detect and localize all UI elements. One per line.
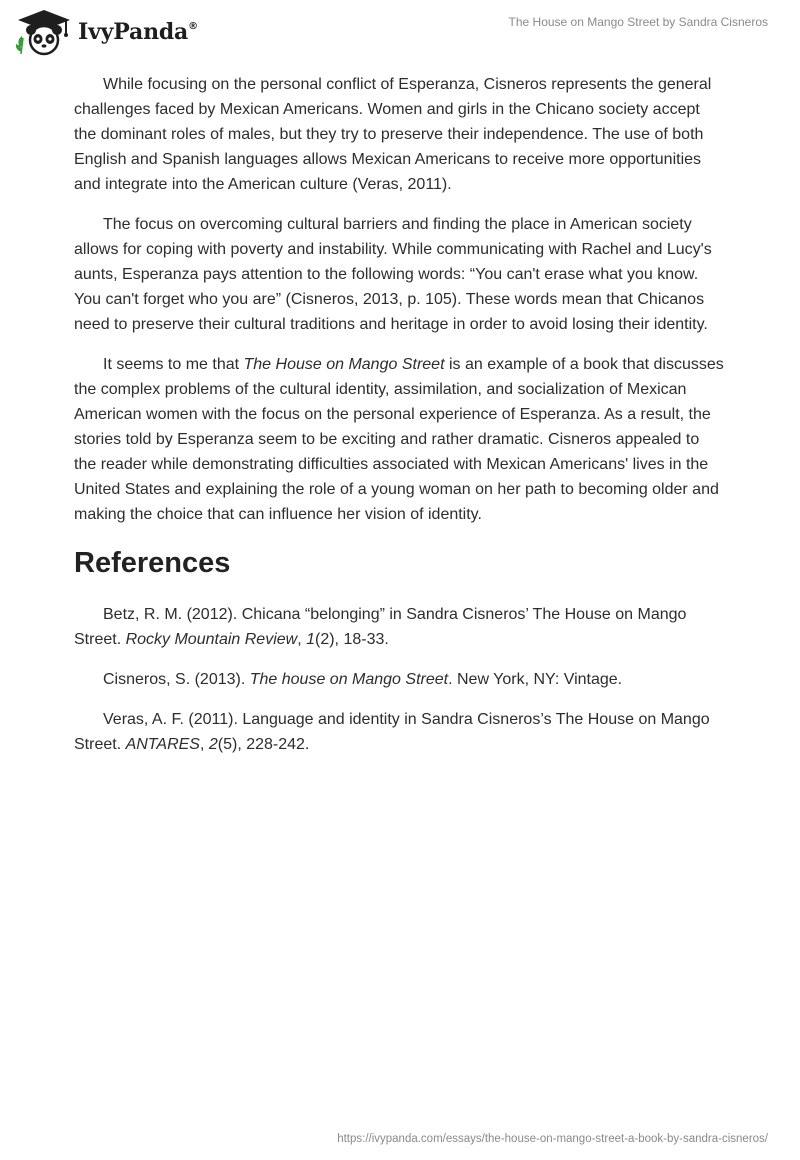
references-heading: References: [74, 547, 231, 579]
volume-number: 2: [208, 736, 218, 753]
volume-number: 1: [306, 631, 315, 648]
body-paragraph: It seems to me that The House on Mango Street is an example of a book that discusses the complex problems of the cultural identity, assimilation, and socialization of Mexican American women with the focus on the personal experience of Esperanza. As a result, the stories told by Esperanza seem to be exciting and rather dramatic. Cisneros appealed to the reader while demonstrating difficulties associated with Mexican Americans' lives in the United States and explaining the role of a young woman on her path to becoming older and making the choice that can influence her vision of identity.: [74, 356, 724, 523]
journal-title: ANTARES: [125, 736, 200, 753]
brand-name: IvyPanda®: [78, 19, 198, 45]
source-url-link[interactable]: https://ivypanda.com/essays/the-house-on-mango-street-a-book-by-sandra-cisneros/: [337, 1133, 768, 1145]
page-header: [0, 0, 800, 70]
reference-entry: Cisneros, S. (2013). The house on Mango Street. New York, NY: Vintage.: [103, 671, 623, 688]
registered-mark: ®: [188, 20, 198, 32]
running-title: The House on Mango Street by Sandra Cisneros: [508, 15, 768, 29]
reference-entry: Veras, A. F. (2011). Language and identity in Sandra Cisneros’s The House on Mango Street. ANTARES, 2(5), 228-242.: [74, 711, 710, 753]
book-title: The house on Mango Street: [249, 671, 449, 688]
journal-title: Rocky Mountain Review: [125, 631, 298, 648]
book-title: The House on Mango Street: [243, 356, 445, 373]
panda-graduation-cap-icon: [14, 8, 76, 56]
essay-content: [74, 72, 724, 772]
reference-entry: Betz, R. M. (2012). Chicana “belonging” in Sandra Cisneros’ The House on Mango Street. Rocky Mountain Review, 1(2), 18-33.: [74, 606, 687, 648]
body-paragraph: The focus on overcoming cultural barriers and finding the place in American society allows for coping with poverty and instability. While communicating with Rachel and Lucy's aunts, Esperanza pays attention to the following words: “You can't erase what you know. You can't forget who you are” (Cisneros, 2013, p. 105). These words mean that Chicanos need to preserve their cultural traditions and heritage in order to avoid losing their identity.: [74, 216, 712, 333]
body-paragraph: While focusing on the personal conflict of Esperanza, Cisneros represents the general challenges faced by Mexican Americans. Women and girls in the Chicano society accept the dominant roles of males, but they try to preserve their independence. The use of both English and Spanish languages allows Mexican Americans to receive more opportunities and integrate into the American culture (Veras, 2011).: [74, 76, 712, 193]
brand-logo[interactable]: [14, 8, 198, 56]
